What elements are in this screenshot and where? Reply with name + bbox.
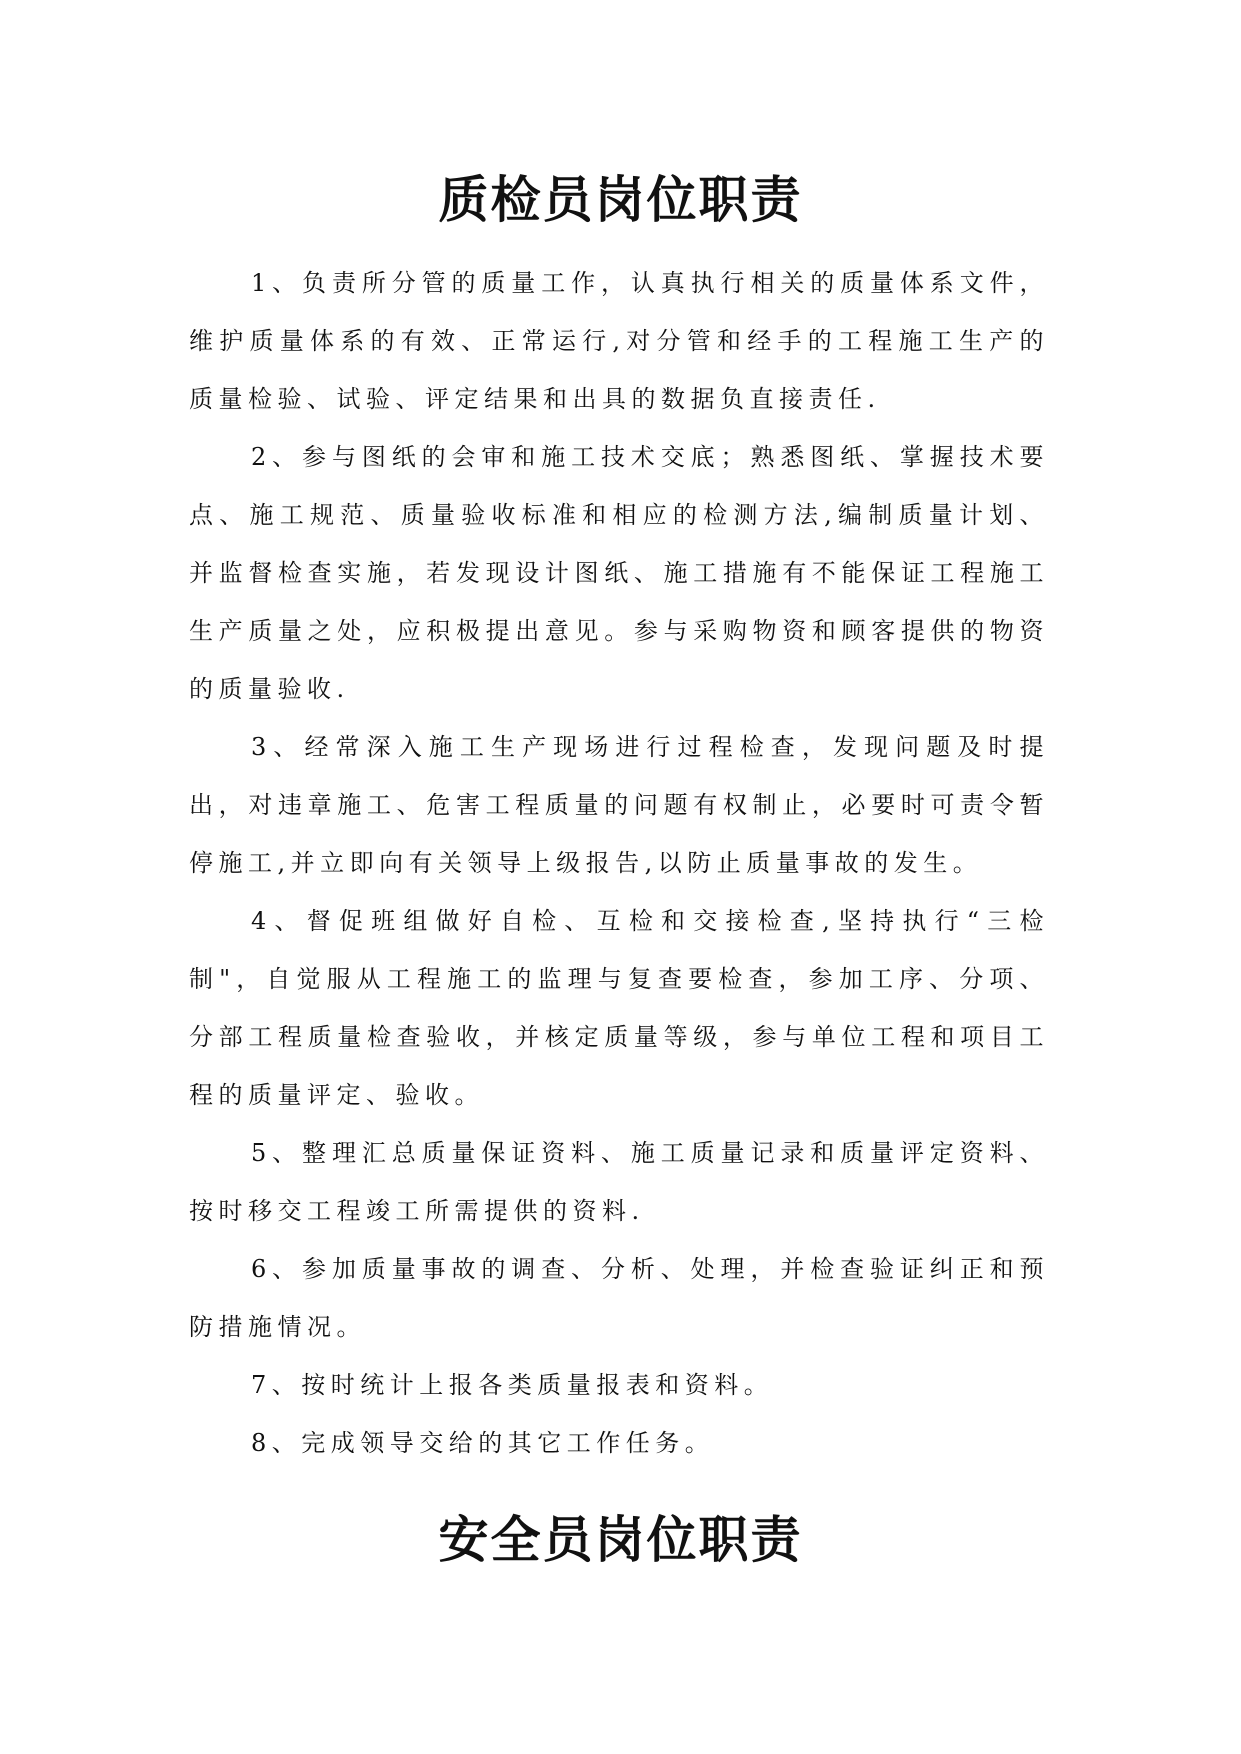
duty-paragraph-5: 5、整理汇总质量保证资料、施工质量记录和质量评定资料、按时移交工程竣工所需提供的资料. bbox=[189, 1139, 1049, 1225]
duty-paragraph-2: 2、参与图纸的会审和施工技术交底；熟悉图纸、掌握技术要点、施工规范、质量验收标准和相应的检测方法,编制质量计划、并监督检查实施，若发现设计图纸、施工措施有不能保证工程施工生产质量之处，应积极提出意见。参与采购物资和顾客提供的物资的质量验收. bbox=[189, 443, 1049, 703]
duty-paragraph-8: 8、完成领导交给的其它工作任务。 bbox=[251, 1429, 715, 1457]
duty-paragraph-4: 4、督促班组做好自检、互检和交接检查,坚持执行“三检制"，自觉服从工程施工的监理与复查要检查，参加工序、分项、分部工程质量检查验收，并核定质量等级，参与单位工程和项目工程的质量评定、验收。 bbox=[189, 907, 1049, 1109]
duty-paragraph-7: 7、按时统计上报各类质量报表和资料。 bbox=[251, 1371, 774, 1399]
duty-paragraph-6: 6、参加质量事故的调查、分析、处理，并检查验证纠正和预防措施情况。 bbox=[189, 1255, 1049, 1341]
duty-paragraph-3: 3、经常深入施工生产现场进行过程检查，发现问题及时提出，对违章施工、危害工程质量的问题有权制止，必要时可责令暂停施工,并立即向有关领导上级报告,以防止质量事故的发生。 bbox=[189, 733, 1049, 877]
section-title: 安全员岗位职责 bbox=[438, 1510, 803, 1569]
page-title: 质检员岗位职责 bbox=[438, 170, 803, 229]
document-body bbox=[189, 254, 1049, 1472]
duty-paragraph-1: 1、负责所分管的质量工作，认真执行相关的质量体系文件，维护质量体系的有效、正常运行,对分管和经手的工程施工生产的质量检验、试验、评定结果和出具的数据负直接责任. bbox=[189, 269, 1049, 413]
